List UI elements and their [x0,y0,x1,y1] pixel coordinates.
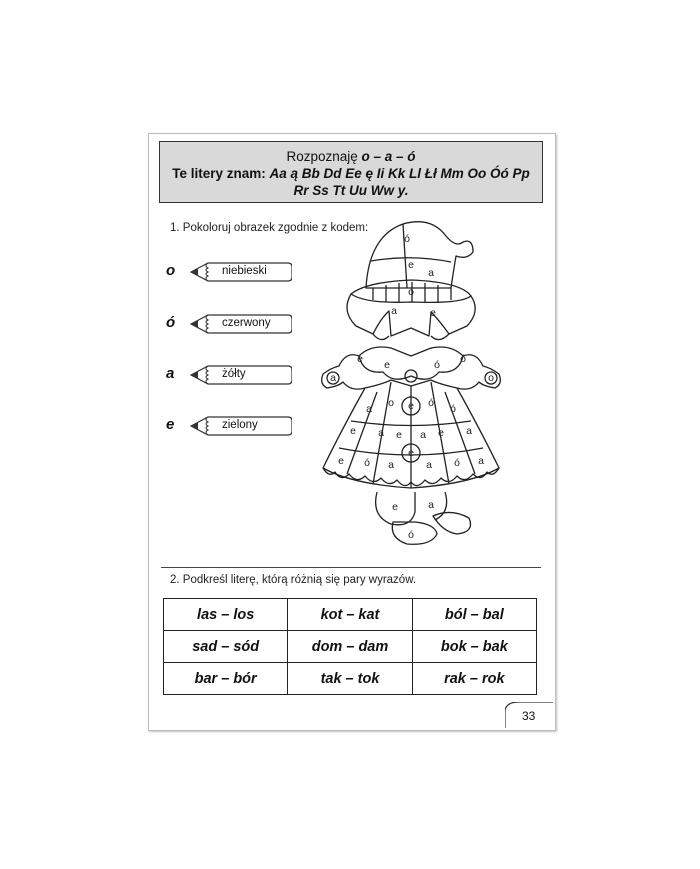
drawing-letter: ó [454,457,460,469]
drawing-letter: a [378,427,384,439]
word-pair-cell[interactable]: bar – bór [164,663,288,695]
drawing-letter: e [392,501,398,513]
drawing-letter: e [338,455,344,467]
word-pair-cell[interactable]: sad – sód [164,631,288,663]
coloring-picture-girl [311,216,541,561]
right-shoe [433,512,471,534]
word-pair-cell[interactable]: ból – bal [412,599,536,631]
drawing-letter: a [428,499,434,511]
lesson-header [159,141,543,203]
drawing-letter: ó [450,403,456,415]
code-letter: a [166,365,175,382]
workbook-page [148,133,556,731]
drawing-letter: a [420,429,426,441]
drawing-letter: o [488,372,494,384]
drawing-letter: ó [434,359,440,371]
color-name: czerwony [222,317,271,329]
table-row [164,663,537,695]
drawing-letter: e [357,353,363,365]
drawing-letter: a [366,403,372,415]
code-letter: e [166,416,175,433]
title-prefix: Rozpoznaję [286,149,358,164]
drawing-letter: e [438,427,444,439]
word-pair-cell[interactable]: tak – tok [288,663,412,695]
drawing-letter: a [388,459,394,471]
word-pair-cell[interactable]: dom – dam [288,631,412,663]
color-name: niebieski [222,265,267,277]
page-number-text: 33 [522,709,536,723]
drawing-letter: o [408,286,414,298]
drawing-letter: ó [364,457,370,469]
table-row [164,631,537,663]
color-name: żółty [222,368,246,380]
drawing-letter: e [430,307,436,319]
code-letter: ó [166,314,176,331]
collar [359,347,463,379]
drawing-letter: ó [428,397,434,409]
drawing-letter: a [330,372,336,384]
hat [366,222,473,288]
drawing-letter: e [350,425,356,437]
code-letter: o [166,262,176,279]
color-name: zielony [222,419,258,431]
task-2-instruction: 2. Podkreśl literę, którą różnią się pary wyrazów. [170,574,417,586]
known-letters-list: Aa ą Bb Dd Ee ę Ii Kk Ll Łł Mm Oo Óó Pp [269,166,530,181]
drawing-letter: o [388,397,394,409]
task-1-instruction: 1. Pokoloruj obrazek zgodnie z kodem: [170,222,369,234]
section-divider [161,567,541,568]
drawing-letter: ó [460,353,466,365]
drawing-letter: a [428,267,434,279]
drawing-letter: ó [408,529,414,541]
drawing-letter: a [466,425,472,437]
word-pair-cell[interactable]: rak – rok [412,663,536,695]
drawing-letter: ó [404,233,410,245]
drawing-letter: e [384,359,390,371]
table-row [164,599,537,631]
known-letters-line [160,165,542,182]
known-letters-list-cont: Rr Ss Tt Uu Ww y. [293,183,409,198]
word-pairs-table [163,598,537,695]
drawing-letter: e [396,429,402,441]
drawing-letter: e [408,447,414,459]
drawing-letter: e [408,259,414,271]
page-number [505,702,553,728]
drawing-letter: a [478,455,484,467]
title-letters: o – a – ó [361,149,416,164]
drawing-letter: a [426,459,432,471]
word-pair-cell[interactable]: kot – kat [288,599,412,631]
lesson-title [160,148,542,165]
drawing-letter: e [408,400,414,412]
known-letters-label: Te litery znam: [172,166,266,181]
drawing-letter: a [391,305,397,317]
word-pair-cell[interactable]: bok – bak [412,631,536,663]
word-pair-cell[interactable]: las – los [164,599,288,631]
